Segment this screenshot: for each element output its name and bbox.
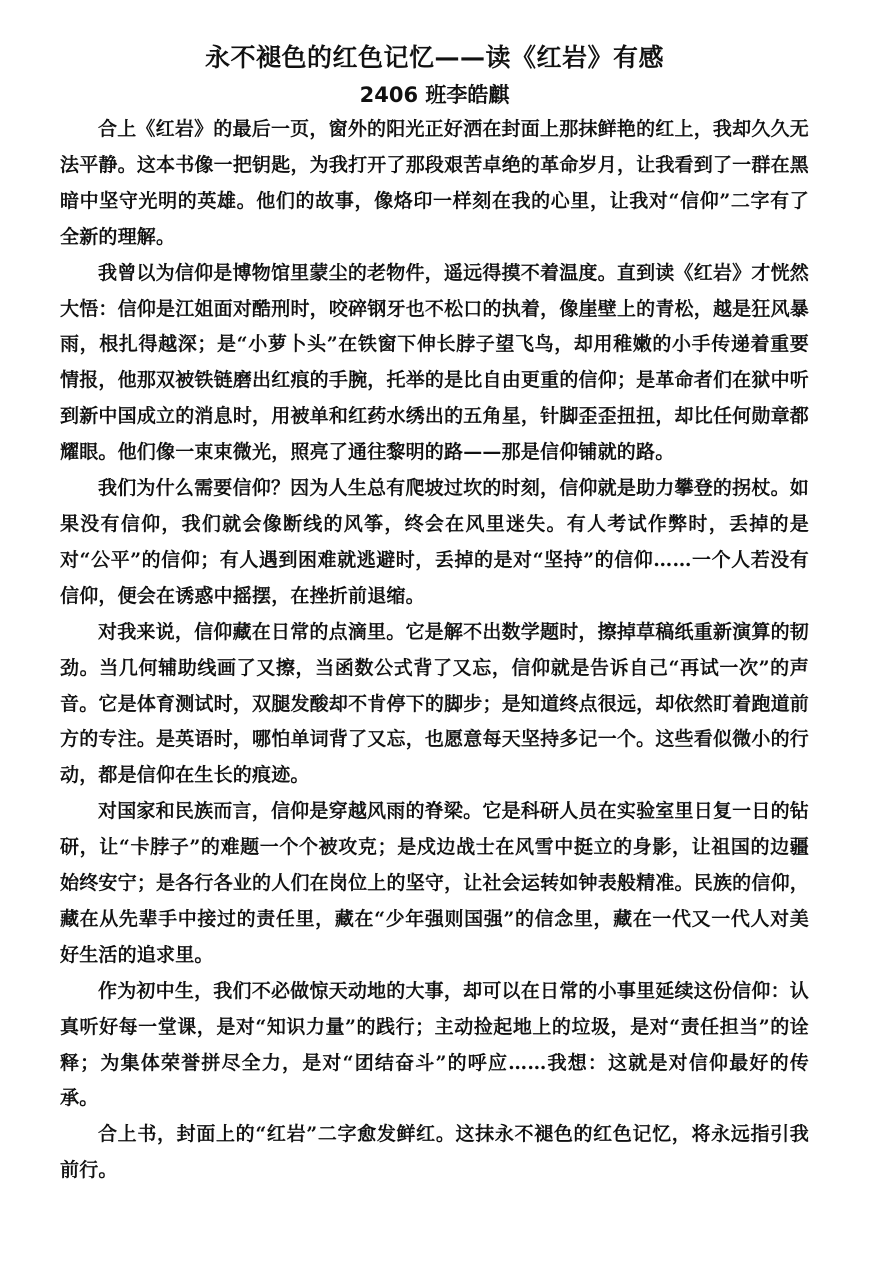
paragraph-3: 我们为什么需要信仰？因为人生总有爬坡过坎的时刻，信仰就是助力攀登的拐杖。如果没有信仰，我们就会像断线的风筝，终会在风里迷失。有人考试作弊时，丢掉的是对“公平”的信仰；有人遇到困难就逃避时，丢掉的是对“坚持”的信仰……一个人若没有信仰，便会在诱惑中摇摆，在挫折前退缩。 — [60, 477, 809, 607]
document-body — [60, 112, 809, 1189]
author-line: 2406 班李皓麒 — [359, 83, 510, 107]
document-title: 永不褪色的红色记忆——读《红岩》有感 — [204, 43, 664, 72]
paragraph-5: 对国家和民族而言，信仰是穿越风雨的脊梁。它是科研人员在实验室里日复一日的钻研，让“卡脖子”的难题一个个被攻克；是戍边战士在风雪中挺立的身影，让祖国的边疆始终安宁；是各行各业的人们在岗位上的坚守，让社会运转如钟表般精准。民族的信仰，藏在从先辈手中接过的责任里，藏在“少年强则国强”的信念里，藏在一代又一代人对美好生活的追求里。 — [60, 800, 809, 966]
paragraph-4: 对我来说，信仰藏在日常的点滴里。它是解不出数学题时，擦掉草稿纸重新演算的韧劲。当几何辅助线画了又擦，当函数公式背了又忘，信仰就是告诉自己“再试一次”的声音。它是体育测试时，双腿发酸却不肯停下的脚步；是知道终点很远，却依然盯着跑道前方的专注。是英语时，哪怕单词背了又忘，也愿意每天坚持多记一个。这些看似微小的行动，都是信仰在生长的痕迹。 — [60, 620, 809, 787]
paragraph-1: 合上《红岩》的最后一页，窗外的阳光正好洒在封面上那抹鲜艳的红上，我却久久无法平静。这本书像一把钥匙，为我打开了那段艰苦卓绝的革命岁月，让我看到了一群在黑暗中坚守光明的英雄。他们的故事，像烙印一样刻在我的心里，让我对“信仰”二字有了全新的理解。 — [60, 118, 809, 248]
paragraph-6: 作为初中生，我们不必做惊天动地的大事，却可以在日常的小事里延续这份信仰：认真听好每一堂课，是对“知识力量”的践行；主动捡起地上的垃圾，是对“责任担当”的诠释；为集体荣誉拼尽全力，是对“团结奋斗”的呼应……我想：这就是对信仰最好的传承。 — [60, 979, 809, 1110]
paragraph-2: 我曾以为信仰是博物馆里蒙尘的老物件，遥远得摸不着温度。直到读《红岩》才恍然大悟：信仰是江姐面对酷刑时，咬碎钢牙也不松口的执着，像崖壁上的青松，越是狂风暴雨，根扎得越深；是“小萝卜头”在铁窗下伸长脖子望飞鸟，却用稚嫩的小手传递着重要情报，他那双被铁链磨出红痕的手腕，托举的是比自由更重的信仰；是革命者们在狱中听到新中国成立的消息时，用被单和红药水绣出的五角星，针脚歪歪扭扭，却比任何勋章都耀眼。他们像一束束微光，照亮了通往黎明的路——那是信仰铺就的路。 — [60, 261, 809, 464]
paragraph-7: 合上书，封面上的“红岩”二字愈发鲜红。这抹永不褪色的红色记忆，将永远指引我前行。 — [60, 1123, 809, 1182]
